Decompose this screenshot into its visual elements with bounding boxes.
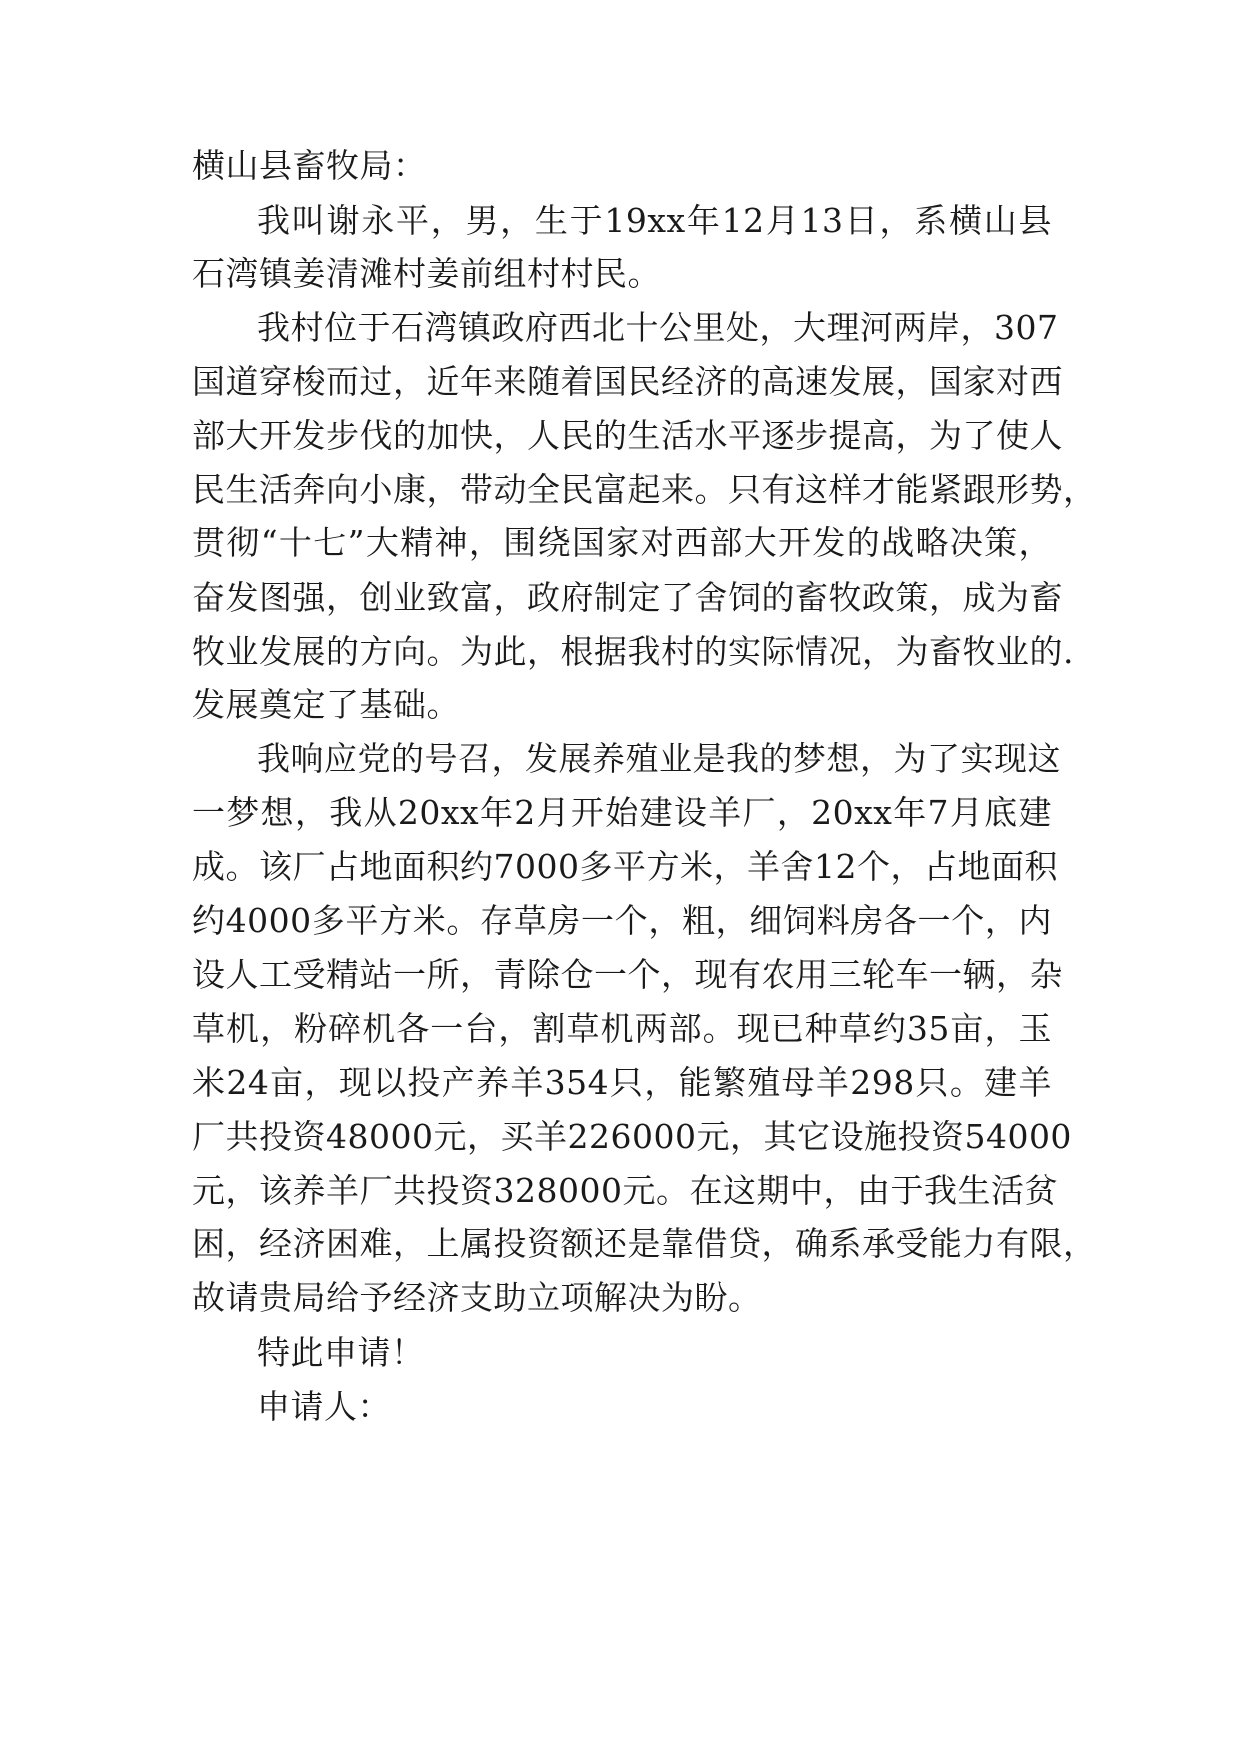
paragraph-line: 草机，粉碎机各一台，割草机两部。现已种草约35亩，玉 (192, 1009, 1052, 1048)
paragraph-line: 牧业发展的方向。为此，根据我村的实际情况，为畜牧业的. (192, 632, 1074, 671)
paragraph-line: 米24亩，现以投产养羊354只，能繁殖母羊298只。建羊 (192, 1063, 1052, 1102)
paragraph-line: 部大开发步伐的加快，人民的生活水平逐步提高，为了使人 (192, 416, 1063, 455)
paragraph-line: 发展奠定了基础。 (192, 685, 460, 724)
paragraph-line: 我响应党的号召，发展养殖业是我的梦想，为了实现这 (257, 739, 1061, 778)
paragraph-line: 贯彻“十七”大精神，围绕国家对西部大开发的战略决策， (192, 523, 1052, 562)
paragraph-line: 我叫谢永平，男，生于19xx年12月13日，系横山县 (257, 201, 1052, 240)
closing-text: 特此申请！ (257, 1333, 425, 1372)
paragraph-line: 成。该厂占地面积约7000多平方米，羊舍12个，占地面积 (192, 847, 1058, 886)
paragraph-line: 一梦想，我从20xx年2月开始建设羊厂，20xx年7月底建 (192, 793, 1052, 832)
paragraph-line: 民生活奔向小康，带动全民富起来。只有这样才能紧跟形势， (192, 470, 1097, 509)
paragraph-line: 国道穿梭而过，近年来随着国民经济的高速发展，国家对西 (192, 362, 1063, 401)
paragraph-line: 厂共投资48000元，买羊226000元，其它设施投资54000 (192, 1117, 1072, 1156)
paragraph-line: 石湾镇姜清滩村姜前组村村民。 (192, 254, 661, 293)
paragraph-line: 我村位于石湾镇政府西北十公里处，大理河两岸，307 (257, 308, 1059, 347)
salutation: 横山县畜牧局： (192, 146, 427, 185)
paragraph-line: 困，经济困难，上属投资额还是靠借贷，确系承受能力有限， (192, 1224, 1097, 1263)
signature-label: 申请人： (257, 1387, 391, 1426)
paragraph-line: 约4000多平方米。存草房一个，粗，细饲料房各一个，内 (192, 901, 1052, 940)
paragraph-line: 元，该养羊厂共投资328000元。在这期中，由于我生活贫 (192, 1171, 1058, 1210)
paragraph-line: 奋发图强，创业致富，政府制定了舍饲的畜牧政策，成为畜 (192, 578, 1063, 617)
paragraph-line: 故请贵局给予经济支助立项解决为盼。 (192, 1278, 762, 1317)
paragraph-line: 设人工受精站一所，青除仓一个，现有农用三轮车一辆，杂 (192, 955, 1063, 994)
